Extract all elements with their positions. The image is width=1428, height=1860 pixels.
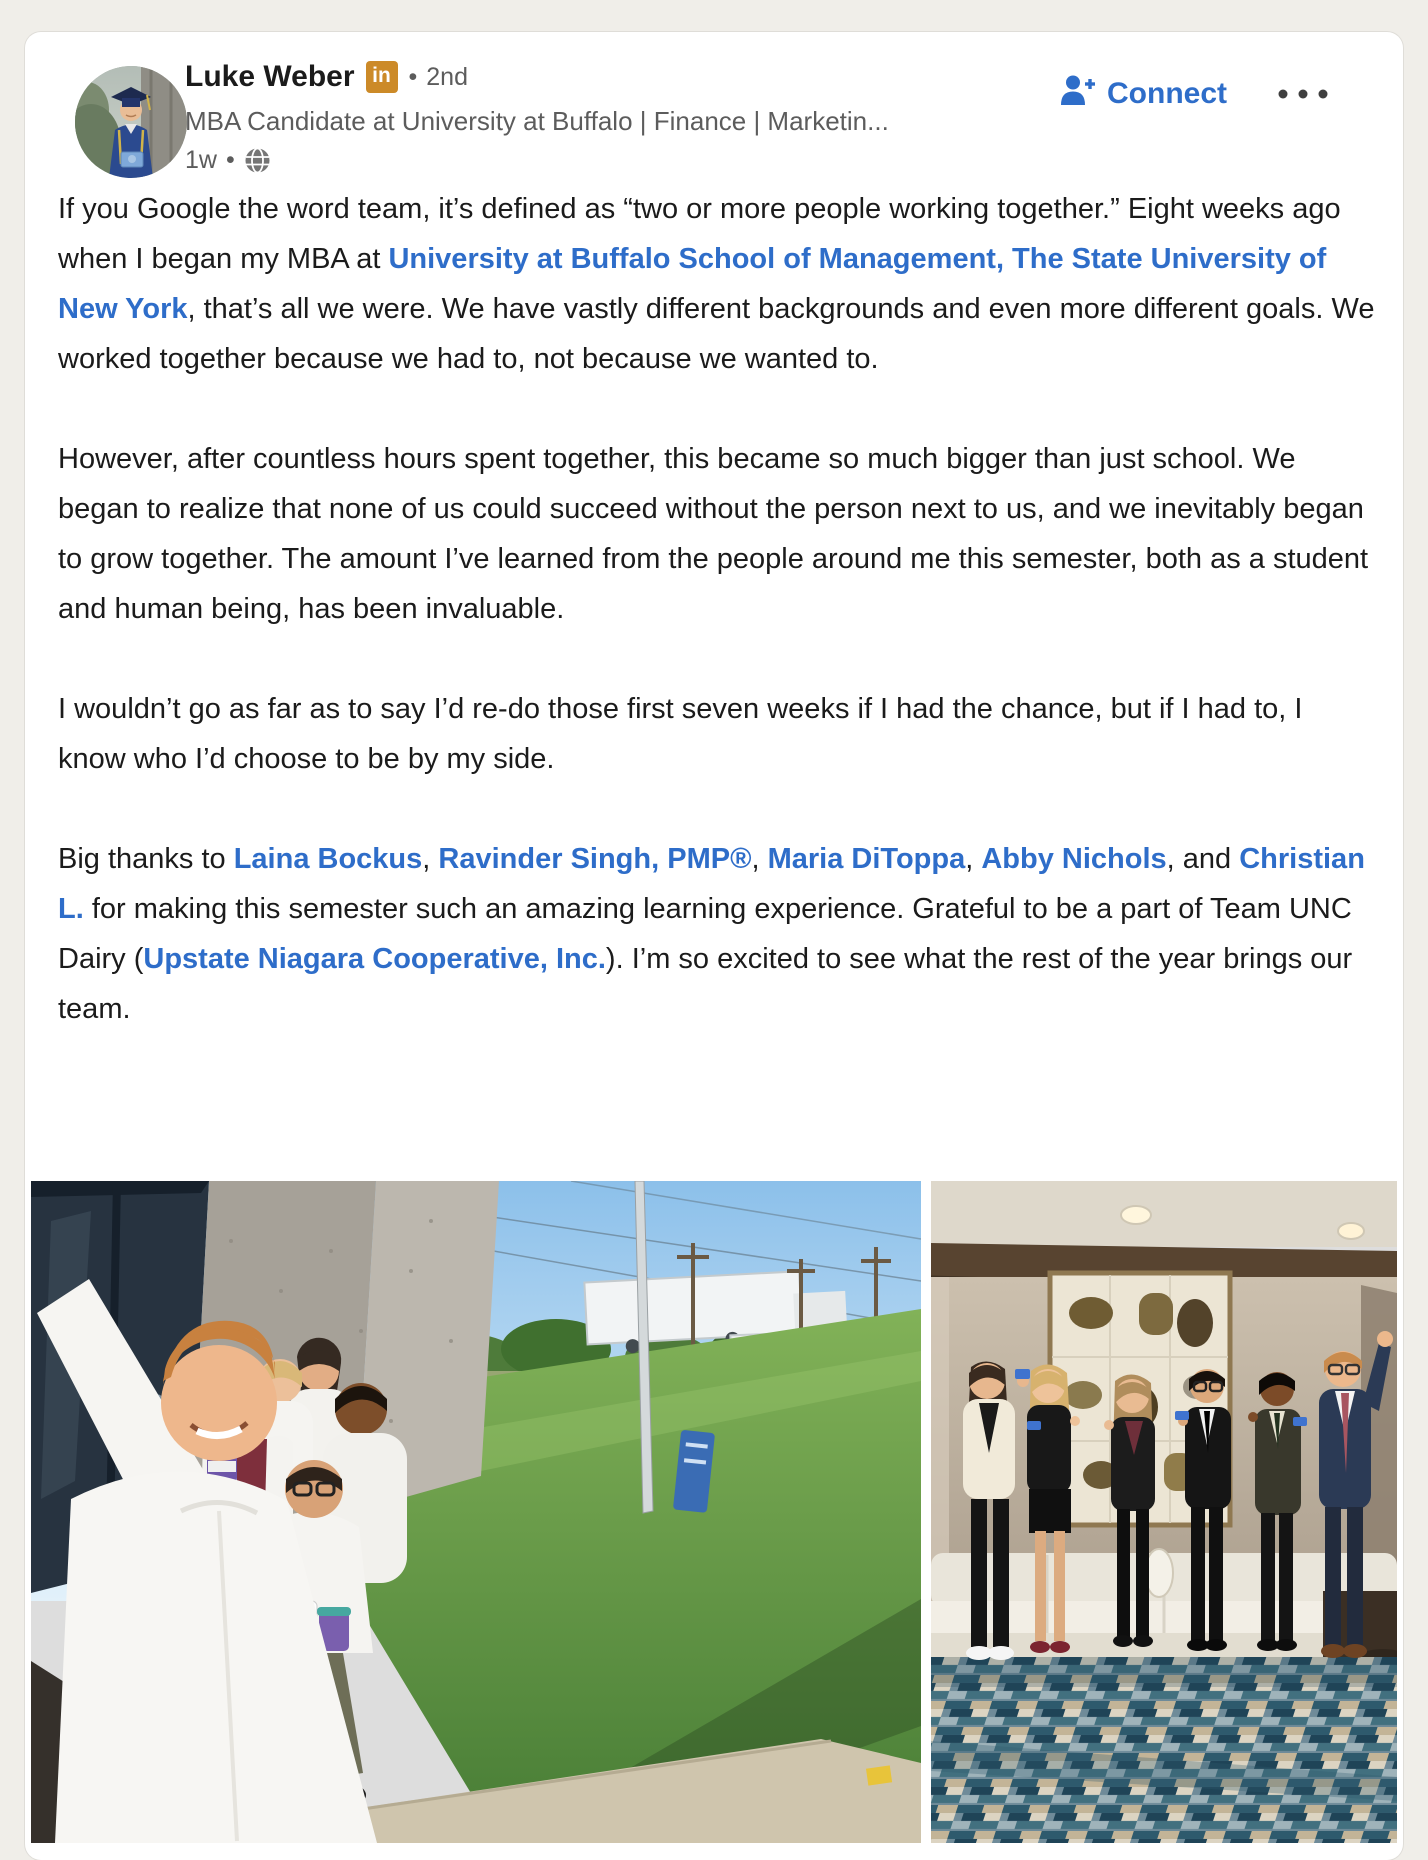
post-header xyxy=(25,32,1403,192)
entity-link[interactable]: Laina Bockus xyxy=(233,843,423,875)
post-text-segment: If you Google the word team, it’s defined as “two or more people working together.” Eight weeks ago when I began my MBA at xyxy=(58,193,1341,275)
connect-label: Connect xyxy=(1107,77,1227,110)
post-card xyxy=(25,32,1403,1860)
connect-button[interactable] xyxy=(1058,70,1229,118)
post-text-segment: for making this semester such an amazing learning experience. Grateful to be a part of Team UNC Dairy ( xyxy=(58,893,1352,975)
author-headline: MBA Candidate at University at Buffalo | Finance | Marketin... xyxy=(185,106,889,136)
connection-degree xyxy=(409,63,468,92)
entity-link[interactable]: Abby Nichols xyxy=(981,843,1167,875)
meta-bullet: • xyxy=(225,146,235,174)
post-text-segment: ). I’m so excited to see what the rest of the year brings our team. xyxy=(58,943,1353,1025)
globe-icon xyxy=(244,147,271,174)
entity-link[interactable]: Ravinder Singh, PMP® xyxy=(438,843,752,875)
person-add-icon xyxy=(1060,74,1096,114)
entity-link[interactable]: Upstate Niagara Cooperative, Inc. xyxy=(143,943,606,975)
post-text-segment: , xyxy=(965,843,982,875)
post-text xyxy=(58,184,1378,1034)
entity-link[interactable]: Maria DiToppa xyxy=(767,843,966,875)
linkedin-premium-badge: in xyxy=(366,61,398,93)
post-paragraph xyxy=(58,434,1378,634)
post-image-team-formal[interactable] xyxy=(931,1181,1397,1843)
author-name[interactable]: Luke Weber xyxy=(185,60,355,93)
entity-link[interactable]: University at Buffalo School of Management, The State University of New York xyxy=(58,243,1327,325)
degree-value: 2nd xyxy=(426,62,468,91)
post-text-segment: , that’s all we were. We have vastly different backgrounds and even more different goals. We worked together because we had to, not because we wanted to. xyxy=(58,293,1375,375)
entity-link[interactable]: Christian L. xyxy=(58,843,1365,925)
post-text-segment: Big thanks to xyxy=(58,843,234,875)
selfie-photo-illustration xyxy=(31,1181,921,1843)
post-paragraph xyxy=(58,184,1378,384)
ellipsis-icon xyxy=(1277,88,1329,100)
post-text-segment: However, after countless hours spent together, this became so much bigger than just school. We began to realize that none of us could succeed without the person next to us, and we inevitably began to grow together. The amount I’ve learned from the people around me this semester, both as a student and human being, has been invaluable. xyxy=(58,443,1369,625)
graduation-portrait-illustration xyxy=(75,66,187,178)
post-images xyxy=(31,1181,1397,1843)
post-meta xyxy=(185,146,965,175)
post-options-button[interactable] xyxy=(1273,78,1333,110)
post-text-segment: , xyxy=(751,843,768,875)
post-text-segment: I wouldn’t go as far as to say I’d re-do those first seven weeks if I had the chance, but if I had to, I know who I’d choose to be by my side. xyxy=(58,693,1303,775)
author-avatar[interactable] xyxy=(75,66,187,178)
formal-photo-illustration xyxy=(931,1181,1397,1843)
post-text-segment: , and xyxy=(1166,843,1240,875)
header-actions xyxy=(1058,70,1333,118)
degree-bullet: • xyxy=(408,62,418,91)
post-text-segment: , xyxy=(422,843,439,875)
post-image-team-selfie[interactable] xyxy=(31,1181,921,1843)
author-identity xyxy=(185,58,965,175)
post-paragraph xyxy=(58,684,1378,784)
post-age: 1w xyxy=(185,146,217,174)
post-paragraph xyxy=(58,834,1378,1034)
